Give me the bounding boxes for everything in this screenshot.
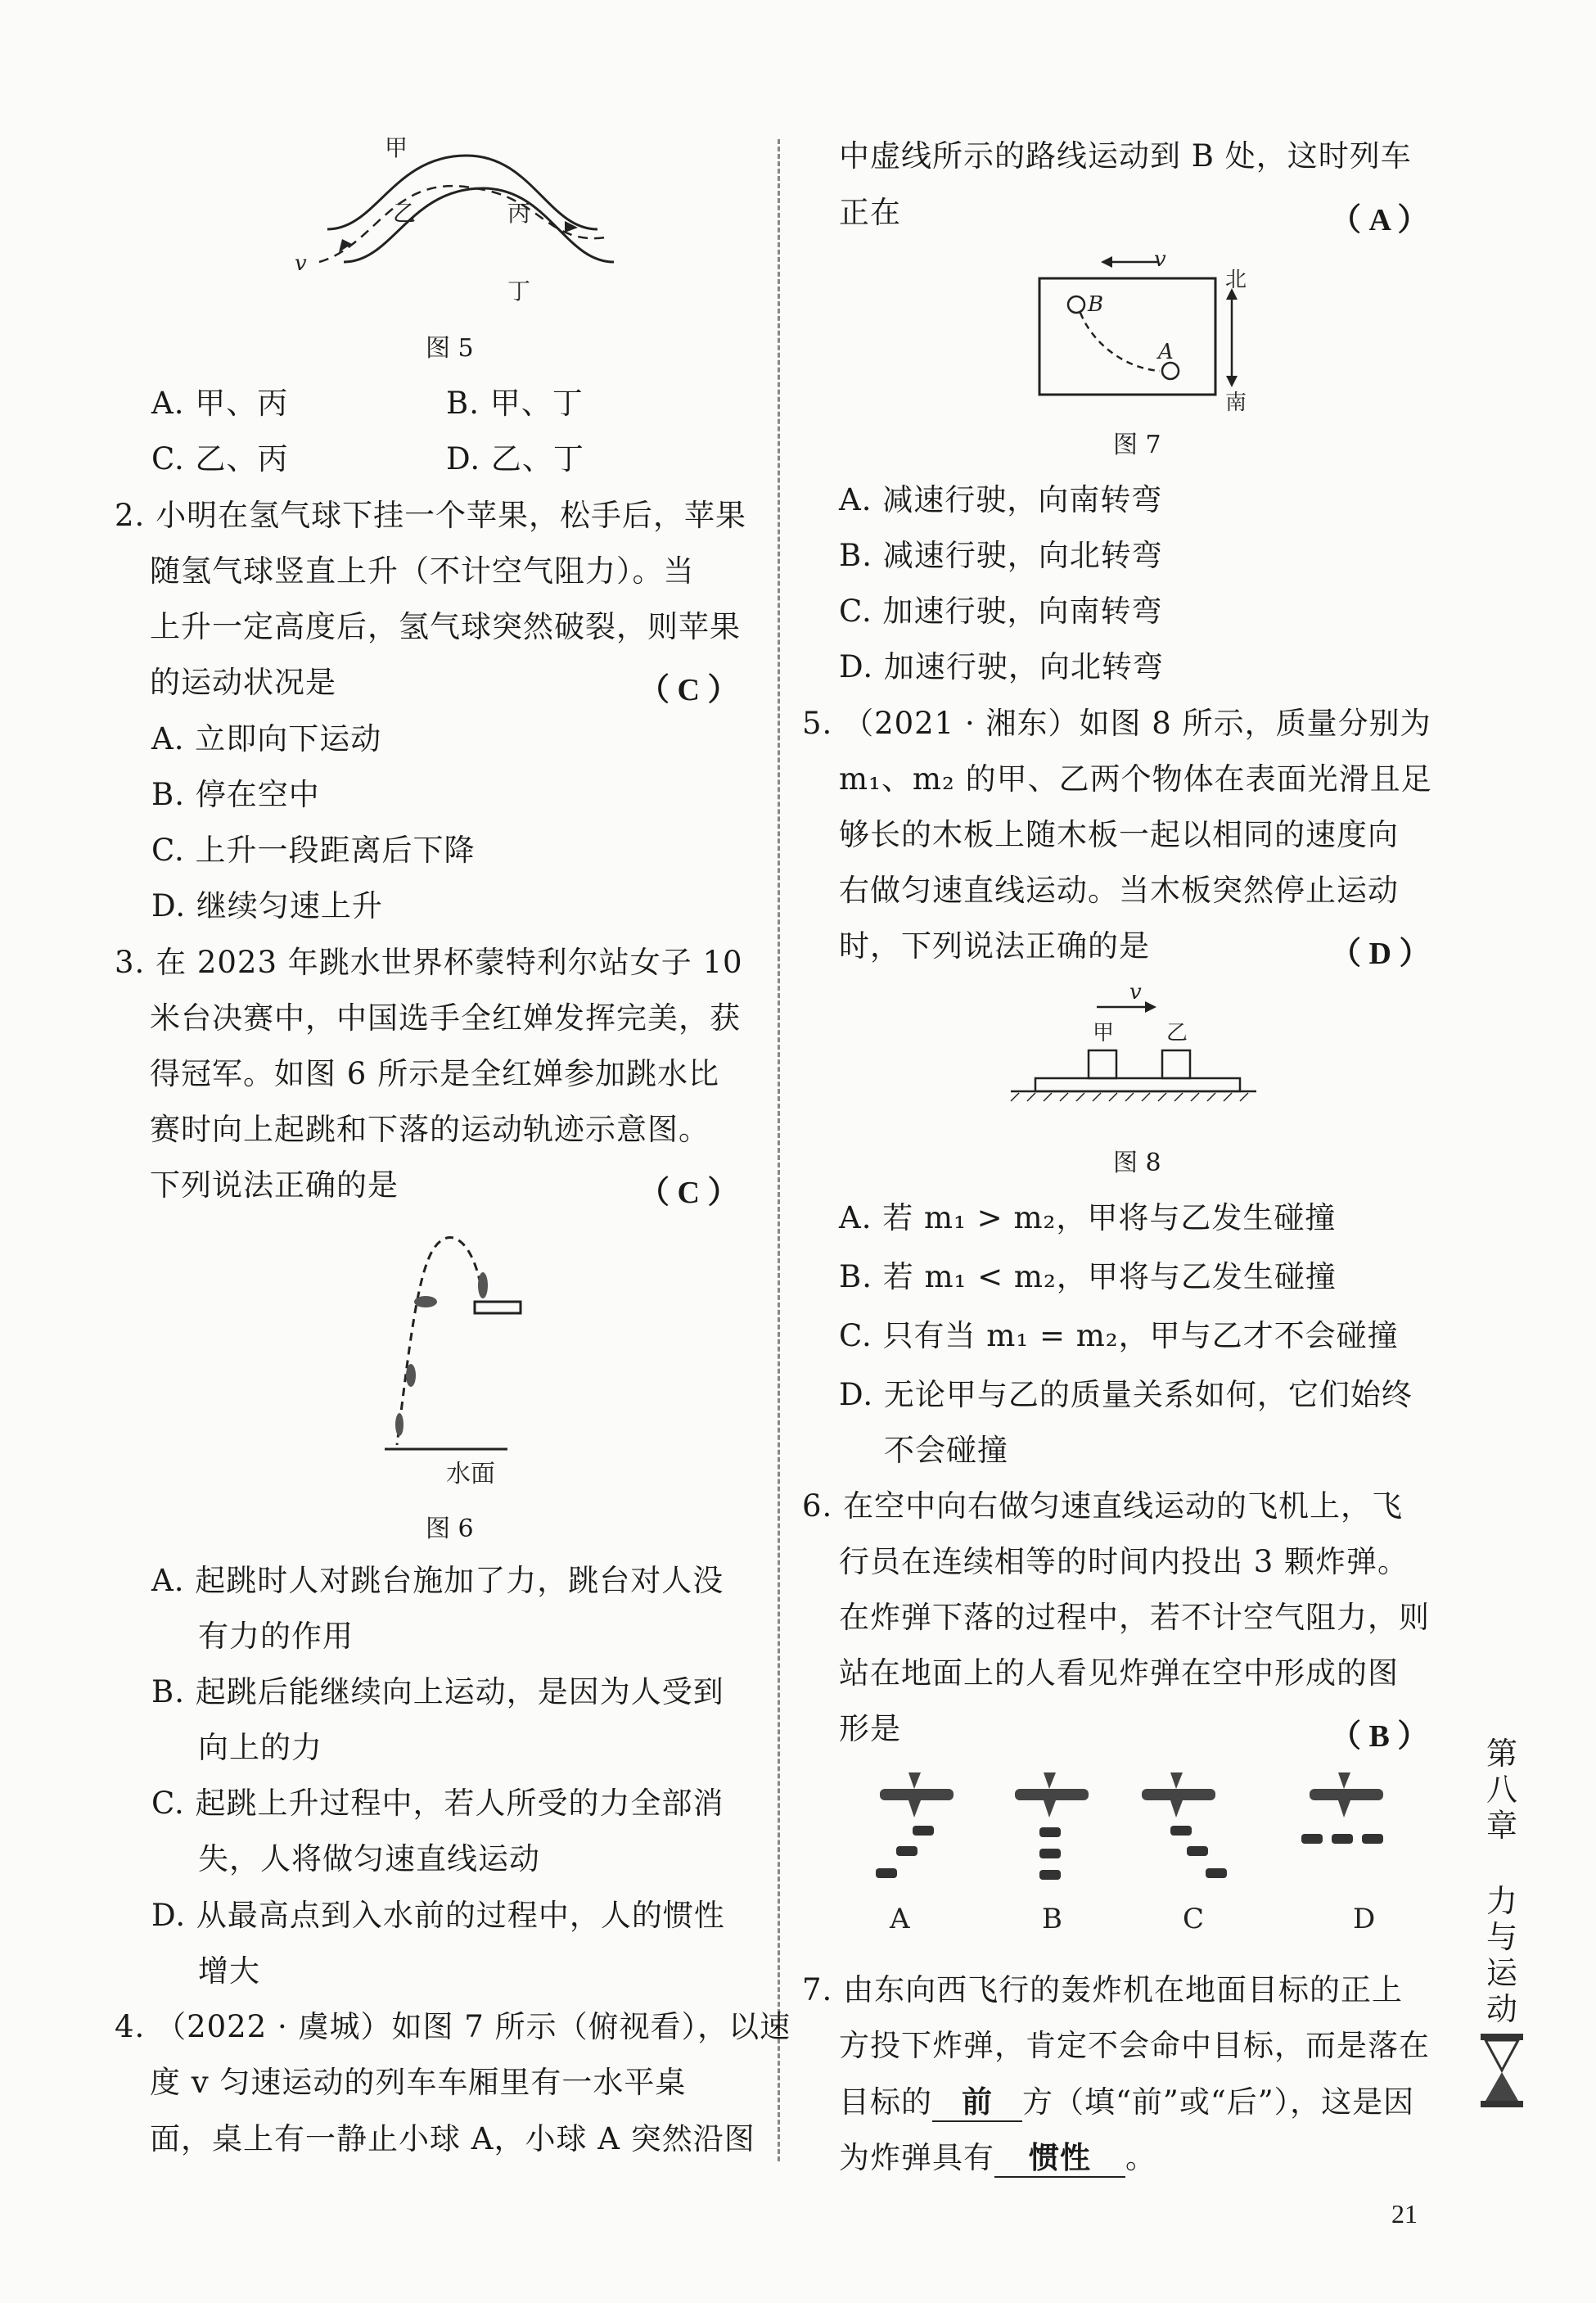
q3-option-a-2: 有力的作用 (198, 1619, 354, 1654)
q7-line-4-pre: 为炸弹具有 (839, 2140, 994, 2175)
q3-line-2: 米台决赛中，中国选手全红婵发挥完美，获 (150, 1000, 741, 1036)
fig7-label-a: A (1158, 340, 1174, 364)
q2-answer: （ C ） (638, 673, 739, 707)
q6-choice-c-figure (1142, 1772, 1227, 1878)
q4-line-2: 度 v 匀速运动的列车车厢里有一水平桌 (150, 2065, 687, 2100)
figure-5-caption: 图 5 (426, 334, 474, 363)
q3-option-b-1: B. 起跳后能继续向上运动，是因为人受到 (151, 1674, 724, 1709)
fig8-label-jia: 甲 (1093, 1021, 1115, 1045)
q3-option-d-1: D. 从最高点到入水前的过程中，人的惯性 (151, 1898, 725, 1933)
fig5-label-yi: 乙 (393, 200, 417, 227)
q2-option-c: C. 上升一段距离后下降 (151, 833, 476, 868)
q5-line-3: 够长的木板上随木板一起以相同的速度向 (839, 817, 1399, 852)
q6-choice-a-label: A (890, 1903, 910, 1935)
fig8-label-yi: 乙 (1166, 1021, 1188, 1045)
fig5-label-bing: 丙 (507, 200, 531, 227)
column-divider (778, 139, 780, 2161)
sidebar-title: 力与运动 (1486, 1883, 1517, 2027)
figure-6-caption: 图 6 (426, 1515, 474, 1543)
q4-option-b: B. 减速行驶，向北转弯 (839, 538, 1163, 573)
q3-answer: （ C ） (638, 1176, 739, 1210)
q5-answer: （ D ） (1330, 937, 1431, 971)
figure-7-caption: 图 7 (1113, 431, 1161, 459)
q3-option-b-2: 向上的力 (198, 1730, 322, 1765)
q5-option-a: A. 若 m₁ > m₂，甲将与乙发生碰撞 (839, 1200, 1337, 1235)
q6-choice-b-figure (1015, 1772, 1089, 1880)
fig5-label-v: v (295, 251, 307, 276)
fig5-option-d: D. 乙、丁 (446, 441, 584, 476)
q7-line-2: 方投下炸弹，肯定不会命中目标，而是落在 (839, 2028, 1430, 2063)
q4-option-d: D. 加速行驶，向北转弯 (839, 649, 1164, 684)
q6-choice-b-label: B (1042, 1903, 1062, 1935)
q6-answer: （ B ） (1330, 1719, 1429, 1754)
q3-line-5: 下列说法正确的是 (150, 1167, 399, 1203)
q5-option-b: B. 若 m₁ < m₂，甲将与乙发生碰撞 (839, 1259, 1337, 1294)
q7-line-1: 7. 由东向西飞行的轰炸机在地面目标的正上 (802, 1972, 1404, 2007)
figure-8-caption: 图 8 (1113, 1149, 1161, 1177)
q7-line-3-post: 方（填“前”或“后”），这是因 (1022, 2084, 1415, 2120)
q2-option-a: A. 立即向下运动 (151, 721, 382, 756)
q2-line-2: 随氢气球竖直上升（不计空气阻力）。当 (150, 553, 695, 589)
q3-line-3: 得冠军。如图 6 所示是全红婵参加跳水比 (150, 1056, 720, 1091)
q6-choice-c-label: C (1183, 1903, 1205, 1935)
q6-line-1: 6. 在空中向右做匀速直线运动的飞机上，飞 (802, 1488, 1404, 1524)
fig5-option-c: C. 乙、丙 (151, 441, 289, 476)
q5-line-2: m₁、m₂ 的甲、乙两个物体在表面光滑且足 (839, 761, 1432, 797)
figure-6-diving-trajectory (368, 1224, 581, 1486)
q5-option-c: C. 只有当 m₁ = m₂，甲与乙才不会碰撞 (839, 1318, 1399, 1353)
q4-option-c: C. 加速行驶，向南转弯 (839, 594, 1163, 629)
q5-line-1: 5. （2021 · 湘东）如图 8 所示，质量分别为 (802, 706, 1431, 741)
q2-line-3: 上升一定高度后，氢气球突然破裂，则苹果 (150, 609, 741, 644)
q3-option-c-1: C. 起跳上升过程中，若人所受的力全部消 (151, 1786, 724, 1821)
figure-8-board-blocks (1003, 978, 1265, 1118)
fig6-water-label: 水面 (446, 1460, 495, 1488)
q6-line-3: 在炸弹下落的过程中，若不计空气阻力，则 (839, 1600, 1430, 1635)
q6-choice-a-figure (876, 1772, 954, 1878)
q3-line-1: 3. 在 2023 年跳水世界杯蒙特利尔站女子 10 (115, 945, 743, 980)
q2-option-b: B. 停在空中 (151, 777, 320, 812)
q5-line-5: 时，下列说法正确的是 (839, 928, 1150, 964)
q2-line-1: 2. 小明在氢气球下挂一个苹果，松手后，苹果 (115, 498, 747, 533)
q4-answer: （ A ） (1330, 203, 1429, 237)
q6-choice-d-figure (1301, 1772, 1383, 1844)
q6-choice-d-label: D (1353, 1903, 1376, 1935)
q5-option-d-1: D. 无论甲与乙的质量关系如何，它们始终 (839, 1377, 1413, 1412)
fig5-option-b: B. 甲、丁 (446, 386, 584, 421)
fig8-label-v: v (1129, 980, 1142, 1005)
q2-line-4: 的运动状况是 (150, 665, 336, 700)
page-number: 21 (1391, 2199, 1418, 2228)
q6-line-4: 站在地面上的人看见炸弹在空中形成的图 (839, 1655, 1399, 1691)
q6-choice-figures (863, 1760, 1453, 1949)
q7-line-4-post: 。 (1125, 2140, 1156, 2175)
q6-line-2: 行员在连续相等的时间内投出 3 颗炸弹。 (839, 1544, 1409, 1579)
q4-line-5: 正在 (839, 195, 901, 230)
q4-line-1: 4. （2022 · 虞城）如图 7 所示（俯视看），以速 (115, 2009, 791, 2044)
q4-line-4: 中虚线所示的路线运动到 B 处，这时列车 (839, 138, 1412, 174)
q3-option-a-1: A. 起跳时人对跳台施加了力，跳台对人没 (151, 1563, 724, 1598)
q7-blank-1: 前 (932, 2083, 1022, 2122)
figure-7-train-topview (1035, 246, 1297, 415)
q4-option-a: A. 减速行驶，向南转弯 (839, 482, 1163, 517)
q6-line-5: 形是 (839, 1711, 901, 1746)
q2-option-d: D. 继续匀速上升 (151, 888, 383, 923)
sidebar-chapter: 第八章 (1486, 1736, 1517, 1844)
q7-blank-2: 惯性 (994, 2138, 1125, 2178)
fig5-label-jia: 甲 (385, 134, 408, 161)
q7-line-3-pre: 目标的 (839, 2084, 932, 2120)
q5-line-4: 右做匀速直线运动。当木板突然停止运动 (839, 873, 1399, 908)
q7-line-4 (839, 2138, 1156, 2178)
q5-option-d-2: 不会碰撞 (884, 1433, 1008, 1468)
q3-line-4: 赛时向上起跳和下落的运动轨迹示意图。 (150, 1112, 710, 1147)
fig5-option-a: A. 甲、丙 (151, 386, 289, 421)
fig7-label-north: 北 (1225, 268, 1247, 292)
fig7-label-south: 南 (1225, 391, 1247, 415)
fig7-label-b: B (1088, 292, 1104, 317)
q3-option-c-2: 失，人将做匀速直线运动 (198, 1841, 540, 1876)
q4-line-3: 面，桌上有一静止小球 A，小球 A 突然沿图 (150, 2121, 755, 2156)
q7-line-3 (839, 2083, 1414, 2122)
figure-5-road-diagram (295, 131, 647, 311)
hourglass-icon (1477, 2030, 1526, 2112)
fig5-label-ding: 丁 (507, 278, 531, 305)
fig7-label-v: v (1154, 247, 1166, 272)
q3-option-d-2: 增大 (198, 1953, 260, 1989)
